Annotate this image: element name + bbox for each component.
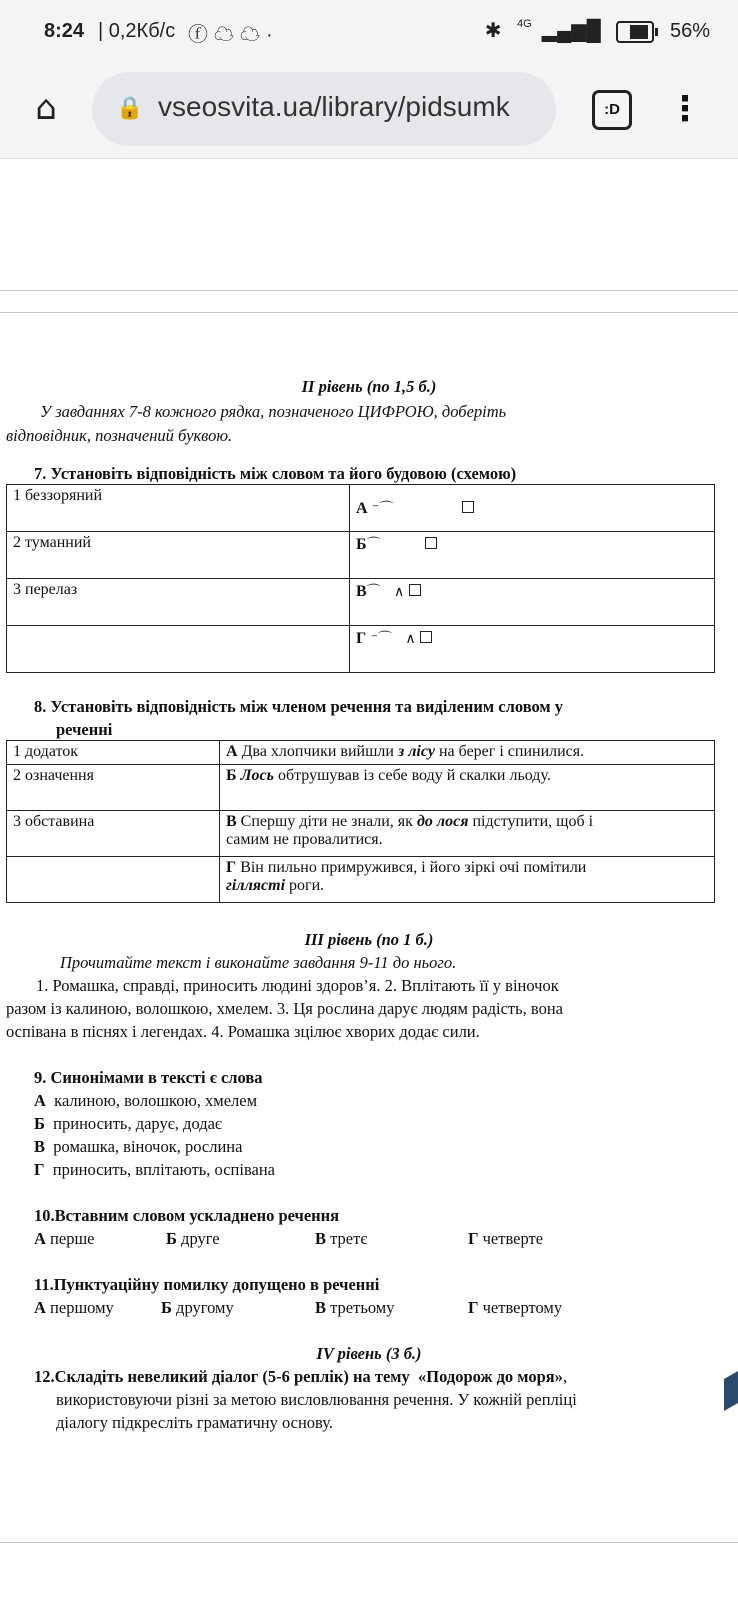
level2-instruction-line2: відповідник, позначений буквою. bbox=[6, 426, 233, 445]
level3-title: ІІІ рівень (по 1 б.) bbox=[304, 930, 434, 949]
table-row bbox=[7, 485, 715, 532]
q8-option-d bbox=[220, 857, 715, 903]
system-icons bbox=[475, 18, 710, 43]
sentence-text: роги. bbox=[285, 877, 325, 894]
option-text: першому bbox=[45, 1298, 114, 1317]
network-speed: | 0,2Кб/с bbox=[98, 20, 176, 42]
q9-option-a bbox=[34, 1091, 257, 1111]
q7-option-c bbox=[350, 579, 715, 626]
menu-icon[interactable]: ⋮ bbox=[668, 89, 702, 129]
text-line3: оспівана в піснях і легендах. 4. Ромашка зцілює хворих додає сили. bbox=[6, 1022, 480, 1041]
q8-title-line2: реченні bbox=[56, 720, 113, 739]
battery-percent: 56% bbox=[669, 20, 710, 42]
option-letter: А bbox=[226, 743, 238, 760]
level2-title: ІІ рівень (по 1,5 б.) bbox=[301, 377, 437, 396]
facebook-icon: ⓕ bbox=[188, 24, 214, 46]
signal-icon: 4G bbox=[517, 18, 532, 30]
table-row bbox=[7, 626, 715, 673]
q10-option-b bbox=[166, 1229, 220, 1249]
option-letter: Г bbox=[468, 1229, 479, 1248]
ending-box-icon bbox=[409, 584, 421, 596]
option-text: третє bbox=[326, 1229, 368, 1248]
scheme-prefix-root-suffix-icon: ⁻⌒ ∧ bbox=[366, 631, 421, 647]
battery-icon bbox=[616, 21, 654, 43]
option-text: приносить, дарує, додає bbox=[53, 1114, 223, 1133]
q8-left-1: 1 додаток bbox=[7, 741, 220, 765]
bluetooth-icon: ✱ bbox=[484, 20, 502, 42]
status-bar bbox=[0, 0, 738, 64]
option-letter: В bbox=[356, 583, 367, 600]
q10-title: 10.Вставним словом ускладнено речення bbox=[34, 1206, 340, 1225]
q11-option-c bbox=[315, 1298, 395, 1318]
pen-edit-icon[interactable] bbox=[724, 1371, 738, 1411]
option-letter: В bbox=[34, 1137, 46, 1156]
q8-title-line1: 8. Установіть відповідність між членом речення та виділеним словом у bbox=[34, 697, 564, 716]
level2-instruction-line1: У завданнях 7-8 кожного рядка, позначеного ЦИФРОЮ, доберіть bbox=[40, 402, 507, 421]
q12-text: 12.Складіть невеликий діалог (5-6 реплік) на тему bbox=[34, 1367, 410, 1386]
q10-option-d bbox=[468, 1229, 543, 1249]
table-row bbox=[7, 579, 715, 626]
highlighted-word: гіллясті bbox=[226, 877, 286, 894]
divider bbox=[0, 290, 738, 291]
q7-option-a bbox=[350, 485, 715, 532]
cloud-sync-icon: ☁ bbox=[240, 24, 266, 46]
dot-icon: · bbox=[266, 24, 279, 46]
highlighted-word: Лось bbox=[236, 767, 274, 784]
option-letter: В bbox=[226, 813, 237, 830]
option-text: перше bbox=[45, 1229, 95, 1248]
option-text: четверте bbox=[478, 1229, 544, 1248]
sentence-text: Він пильно примружився, і його зіркі очі помітили bbox=[236, 859, 587, 876]
signal-bars-icon: ▂▄▆█ bbox=[541, 20, 601, 42]
q9-option-c bbox=[34, 1137, 242, 1157]
option-letter: Г bbox=[34, 1160, 45, 1179]
option-letter: Г bbox=[468, 1298, 479, 1317]
option-letter: Б bbox=[34, 1114, 45, 1133]
option-letter: В bbox=[315, 1229, 327, 1248]
notification-icons bbox=[188, 18, 279, 47]
q10-option-a bbox=[34, 1229, 94, 1249]
option-letter: А bbox=[34, 1298, 46, 1317]
divider bbox=[0, 1542, 738, 1543]
q8-left-3: 3 обставина bbox=[7, 811, 220, 857]
q11-option-a bbox=[34, 1298, 114, 1318]
option-letter: Г bbox=[226, 859, 237, 876]
table-row bbox=[7, 811, 715, 857]
option-text: друге bbox=[176, 1229, 220, 1248]
q12-line1 bbox=[34, 1367, 567, 1387]
table-row bbox=[7, 741, 715, 765]
scheme-root-suffix-icon: ⌒ ∧ bbox=[366, 584, 409, 600]
option-text: третьому bbox=[326, 1298, 395, 1317]
address-bar[interactable] bbox=[92, 72, 556, 146]
scheme-root-icon: ⌒ bbox=[366, 537, 381, 553]
level4-title: ІV рівень (3 б.) bbox=[316, 1344, 422, 1363]
q8-option-b bbox=[220, 765, 715, 811]
divider bbox=[0, 312, 738, 313]
scheme-prefix-root-icon: ⁻⌒ bbox=[367, 501, 398, 517]
q10-option-c bbox=[315, 1229, 367, 1249]
table-row bbox=[7, 857, 715, 903]
cloud-icon: ☁ bbox=[214, 24, 240, 46]
option-text: калиною, волошкою, хмелем bbox=[54, 1091, 258, 1110]
sentence-text: Спершу діти не знали, як bbox=[236, 813, 417, 830]
q8-option-a bbox=[220, 741, 715, 765]
option-letter: Б bbox=[226, 767, 237, 784]
q9-option-d bbox=[34, 1160, 275, 1180]
q9-option-b bbox=[34, 1114, 222, 1134]
table-row bbox=[7, 765, 715, 811]
q12-line3: діалогу підкресліть граматичну основу. bbox=[56, 1413, 334, 1432]
browser-toolbar bbox=[0, 64, 738, 159]
q8-left-2: 2 означення bbox=[7, 765, 220, 811]
sentence-text: підступити, щоб і bbox=[468, 813, 594, 830]
option-letter: Г bbox=[356, 630, 367, 647]
option-text: другому bbox=[171, 1298, 234, 1317]
text-line2: разом із калиною, волошкою, хмелем. 3. Ця рослина дарує людям радість, вона bbox=[6, 999, 563, 1018]
option-text: четвертому bbox=[478, 1298, 563, 1317]
q7-title: 7. Установіть відповідність між словом та його будовою (схемою) bbox=[34, 464, 517, 483]
option-letter: Б bbox=[161, 1298, 172, 1317]
option-text: приносить, вплітають, оспівана bbox=[52, 1160, 276, 1179]
q11-option-d bbox=[468, 1298, 562, 1318]
sentence-text: обтрушував із себе воду й скалки льоду. bbox=[273, 767, 551, 784]
q11-title: 11.Пунктуаційну помилку допущено в реченні bbox=[34, 1275, 380, 1294]
highlighted-word: до лося bbox=[416, 813, 469, 830]
option-letter: В bbox=[315, 1298, 327, 1317]
q7-row2-word: 2 туманний bbox=[7, 532, 350, 579]
text-line1: 1. Ромашка, справді, приносить людині здоров’я. 2. Вплітають її у віночок bbox=[36, 976, 559, 995]
lock-icon: 🔒 bbox=[116, 96, 144, 121]
q7-table bbox=[6, 484, 715, 673]
clock: 8:24 bbox=[44, 20, 85, 42]
option-letter: А bbox=[34, 1091, 46, 1110]
q12-punct: , bbox=[562, 1367, 568, 1386]
option-letter: Б bbox=[166, 1229, 177, 1248]
q8-option-c bbox=[220, 811, 715, 857]
level3-instruction: Прочитайте текст і виконайте завдання 9-11 до нього. bbox=[60, 953, 457, 972]
option-letter: А bbox=[356, 500, 368, 517]
q12-line2: використовуючи різні за метою висловлювання речення. У кожній репліці bbox=[56, 1390, 577, 1409]
q8-left-empty bbox=[7, 857, 220, 903]
q8-table bbox=[6, 740, 715, 903]
highlighted-word: з лісу bbox=[397, 743, 435, 760]
q7-row4-empty bbox=[7, 626, 350, 673]
table-row bbox=[7, 532, 715, 579]
option-letter: А bbox=[34, 1229, 46, 1248]
q7-option-d bbox=[350, 626, 715, 673]
sentence-text: самим не провалитися. bbox=[226, 831, 383, 848]
url-text[interactable]: vseosvita.ua/library/pidsumk bbox=[158, 91, 510, 122]
home-icon[interactable]: ⌂ bbox=[35, 88, 57, 128]
q12-topic: «Подорож до моря» bbox=[418, 1367, 563, 1386]
sentence-text: на берег і спинилися. bbox=[434, 743, 585, 760]
ending-box-icon bbox=[462, 501, 474, 513]
option-letter: Б bbox=[356, 536, 367, 553]
q9-title: 9. Синонімами в тексті є слова bbox=[34, 1068, 263, 1087]
ending-box-icon bbox=[425, 537, 437, 549]
q7-row1-word: 1 беззоряний bbox=[7, 485, 350, 532]
q11-option-b bbox=[161, 1298, 234, 1318]
tab-switcher-button[interactable]: :D bbox=[592, 90, 632, 130]
sentence-text: Два хлопчики вийшли bbox=[237, 743, 398, 760]
ending-box-icon bbox=[420, 631, 432, 643]
option-text: ромашка, віночок, рослина bbox=[53, 1137, 243, 1156]
q7-option-b bbox=[350, 532, 715, 579]
q7-row3-word: 3 перелаз bbox=[7, 579, 350, 626]
